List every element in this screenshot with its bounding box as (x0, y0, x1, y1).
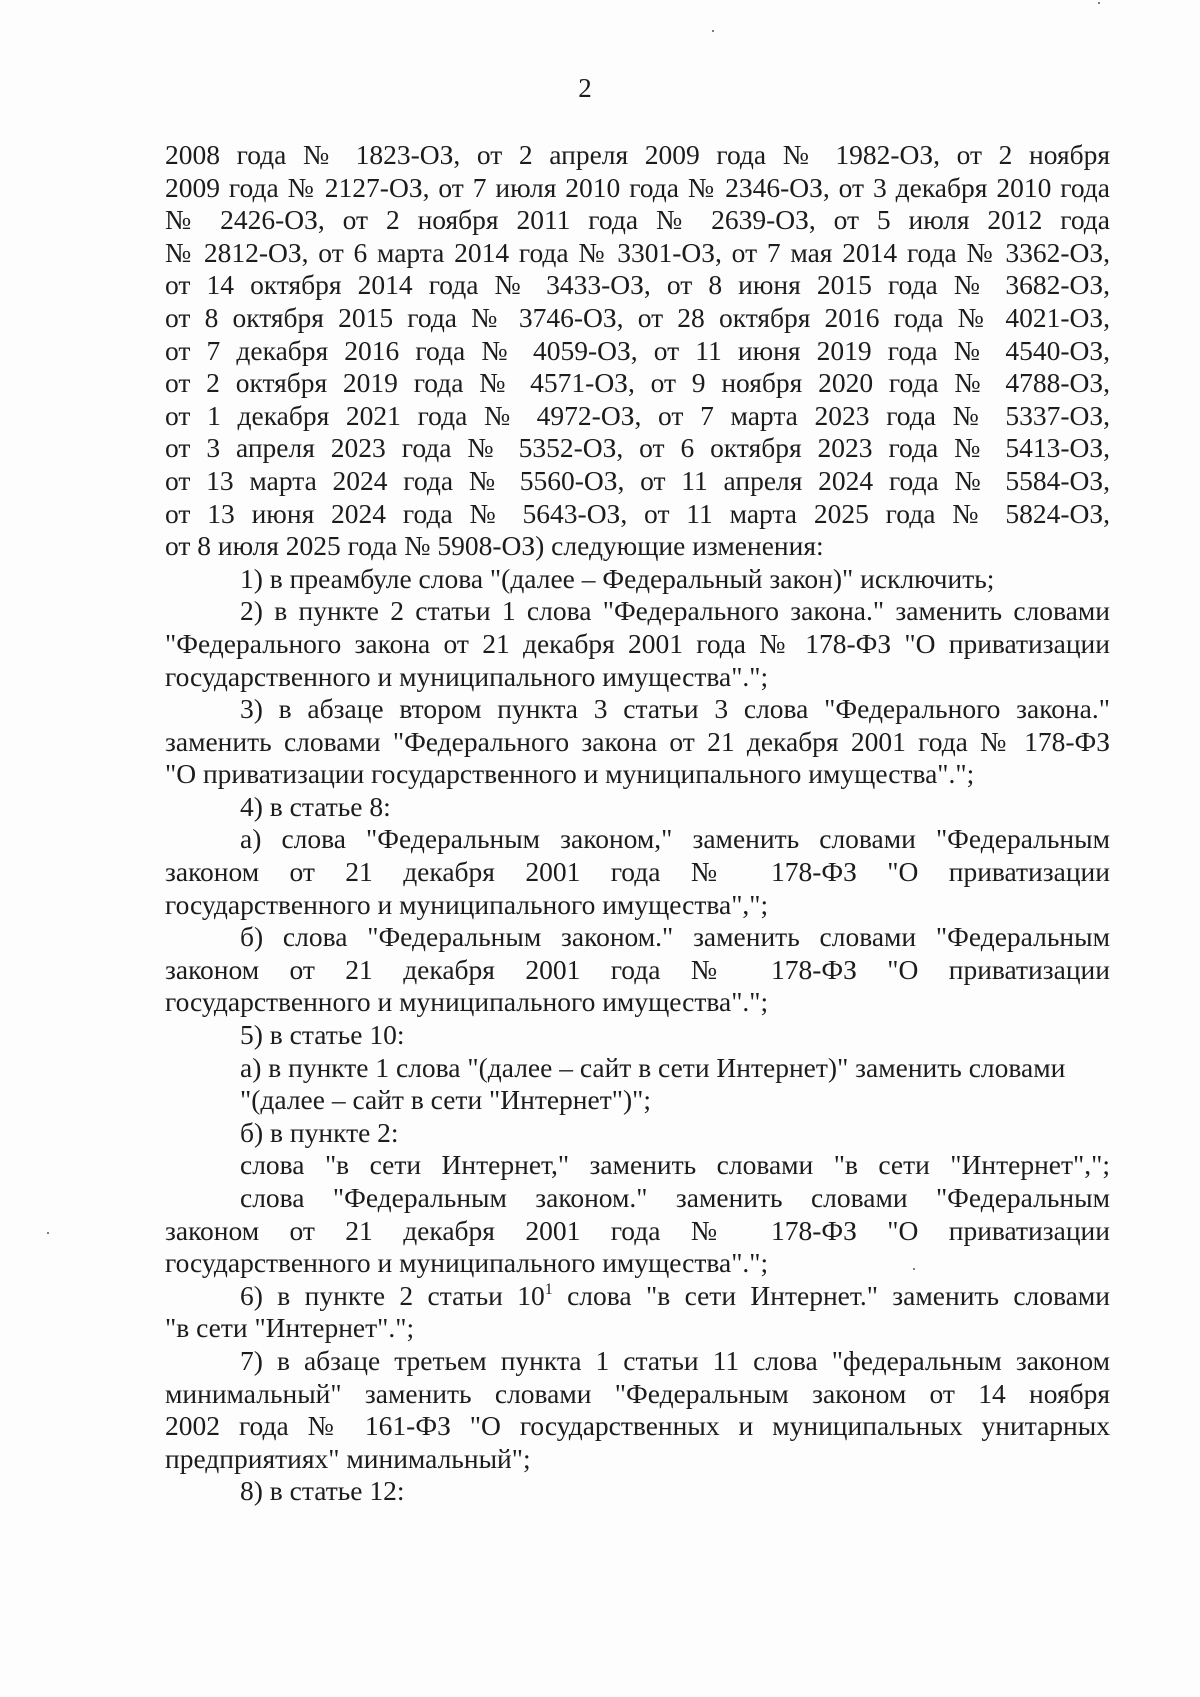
text-line: минимальный" заменить словами "Федеральным законом от 14 ноября (165, 1377, 1110, 1409)
subitem-a-line: а) слова "Федеральным законом," заменить словами "Федеральным (240, 823, 1110, 855)
text-line: от 8 октября 2015 года № 3746-ОЗ, от 28 октября 2016 года № 4021-ОЗ, (165, 301, 1110, 333)
text-line: 2002 года № 161-ФЗ "О государственных и муниципальных унитарных (165, 1410, 1110, 1442)
scan-speck (47, 1232, 49, 1234)
text-fragment: 6) в пункте 2 статьи 10 (240, 1279, 545, 1311)
item-2-line: 2) в пункте 2 статьи 1 слова "Федерального закона." заменить словами (240, 595, 1110, 627)
text-line: от 3 апреля 2023 года № 5352-ОЗ, от 6 октября 2023 года № 5413-ОЗ, (165, 432, 1110, 464)
text-line: законом от 21 декабря 2001 года № 178-ФЗ "О приватизации (165, 953, 1110, 985)
text-line: государственного и муниципального имущества","; (165, 888, 769, 920)
subitem-b-line: б) слова "Федеральным законом." заменить словами "Федеральным (240, 921, 1110, 953)
item-5-heading: 5) в статье 10: (240, 1019, 405, 1051)
text-line: от 2 октября 2019 года № 4571-ОЗ, от 9 ноября 2020 года № 4788-ОЗ, (165, 367, 1110, 399)
item-3-line: 3) в абзаце втором пункта 3 статьи 3 слова "Федерального закона." (240, 693, 1110, 725)
text-line: заменить словами "Федерального закона от 21 декабря 2001 года № 178-ФЗ (165, 725, 1110, 757)
text-line: "О приватизации государственного и муниципального имущества"."; (165, 758, 975, 790)
superscript: 1 (544, 1280, 553, 1298)
text-line: от 8 июля 2025 года № 5908-ОЗ) следующие изменения: (165, 530, 824, 562)
item-1-line: 1) в преамбуле слова "(далее – Федеральный закон)" исключить; (240, 562, 995, 594)
scan-speck (1098, 2, 1100, 4)
text-line: от 14 октября 2014 года № 3433-ОЗ, от 8 июня 2015 года № 3682-ОЗ, (165, 269, 1110, 301)
scan-speck (712, 30, 714, 32)
text-line: от 1 декабря 2021 года № 4972-ОЗ, от 7 марта 2023 года № 5337-ОЗ, (165, 399, 1110, 431)
text-line: от 7 декабря 2016 года № 4059-ОЗ, от 11 июня 2019 года № 4540-ОЗ, (165, 334, 1110, 366)
text-line: законом от 21 декабря 2001 года № 178-ФЗ "О приватизации (165, 1214, 1110, 1246)
text-line: 2009 года № 2127-ОЗ, от 7 июля 2010 года № 2346-ОЗ, от 3 декабря 2010 года (165, 171, 1110, 203)
item-4-heading: 4) в статье 8: (240, 790, 391, 822)
subitem-a-line: а) в пункте 1 слова "(далее – сайт в сети Интернет)" заменить словами (240, 1051, 1066, 1083)
text-line: "(далее – сайт в сети "Интернет")"; (240, 1084, 651, 1116)
subitem-b-heading: б) в пункте 2: (240, 1116, 399, 1148)
text-line: от 13 марта 2024 года № 5560-ОЗ, от 11 апреля 2024 года № 5584-ОЗ, (165, 464, 1110, 496)
text-line: государственного и муниципального имущества"."; (165, 660, 769, 692)
item-7-line: 7) в абзаце третьем пункта 1 статьи 11 слова "федеральным законом (240, 1344, 1110, 1376)
text-line: от 13 июня 2024 года № 5643-ОЗ, от 11 марта 2025 года № 5824-ОЗ, (165, 497, 1110, 529)
text-line: государственного и муниципального имущества"."; (165, 986, 769, 1018)
text-fragment: слова "в сети Интернет." заменить словами (552, 1279, 1110, 1311)
text-line: слова "в сети Интернет," заменить словами "в сети "Интернет","; (240, 1149, 1110, 1181)
document-body (165, 139, 1110, 1508)
text-line: законом от 21 декабря 2001 года № 178-ФЗ "О приватизации (165, 856, 1110, 888)
text-line: государственного и муниципального имущества"."; (165, 1247, 769, 1279)
text-line: "в сети "Интернет"."; (165, 1312, 415, 1344)
item-8-heading: 8) в статье 12: (240, 1475, 405, 1507)
text-line: 2008 года № 1823-ОЗ, от 2 апреля 2009 года № 1982-ОЗ, от 2 ноября (165, 139, 1110, 170)
text-line: № 2426-ОЗ, от 2 ноября 2011 года № 2639-ОЗ, от 5 июля 2012 года (165, 204, 1110, 236)
text-line: слова "Федеральным законом." заменить словами "Федеральным (240, 1182, 1110, 1213)
text-line: "Федерального закона от 21 декабря 2001 года № 178-ФЗ "О приватизации (165, 627, 1110, 659)
item-6-line (165, 1280, 1110, 1313)
page-number: 2 (578, 73, 592, 103)
text-line: предприятиях" минимальный"; (165, 1442, 531, 1474)
text-line: № 2812-ОЗ, от 6 марта 2014 года № 3301-ОЗ, от 7 мая 2014 года № 3362-ОЗ, (165, 236, 1110, 268)
